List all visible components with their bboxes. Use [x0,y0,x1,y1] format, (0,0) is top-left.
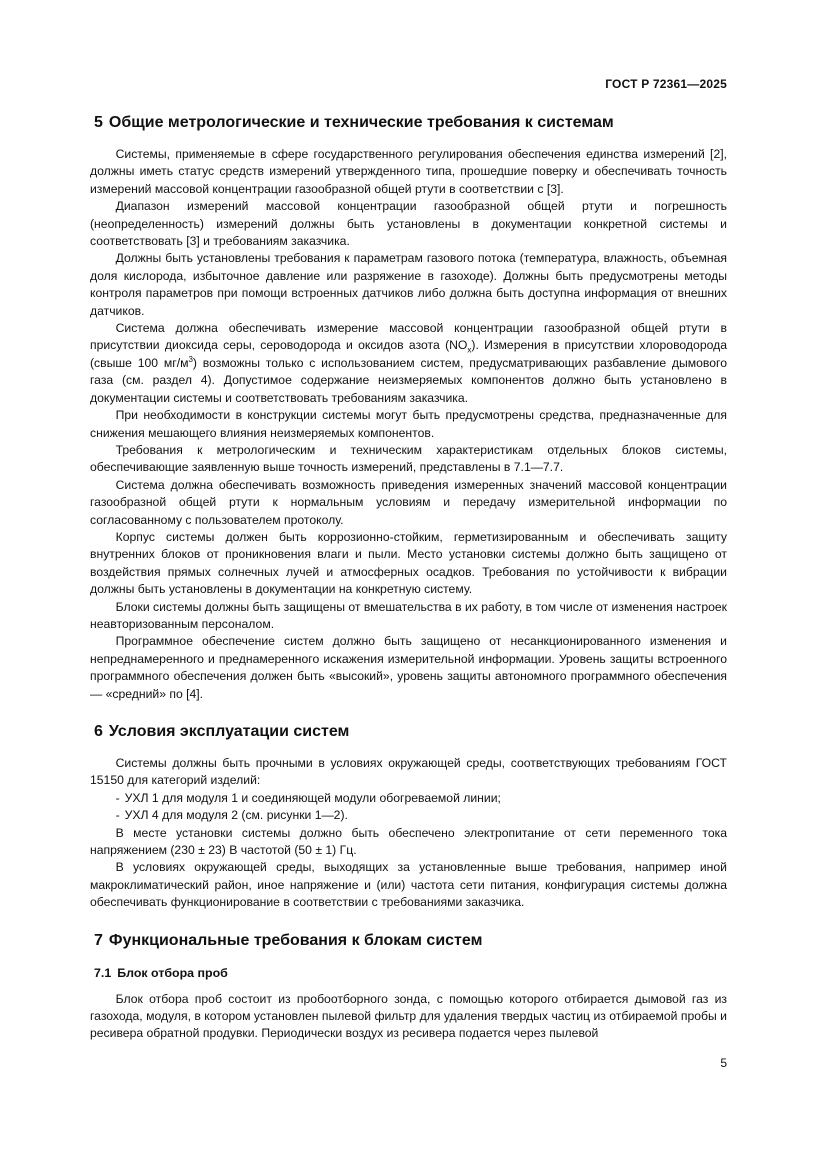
subsection-7-1-title: Блок отбора проб [117,965,228,980]
section-5-number: 5 [94,114,103,131]
section-6-title: Условия эксплуатации систем [108,723,350,740]
page-content [90,112,727,1043]
section-5-paragraph-6: Требования к метрологическим и техническим характеристикам отдельных блоков системы, обеспечивающие заявленную выше точность измерений, представлены в 7.1—7.7. [90,442,727,475]
list-dash: - [115,790,120,805]
section-5-paragraph-3: Должны быть установлены требования к параметрам газового потока (температура, влажность, объемная доля кислорода, избыточное давление или разряжение в газоходе). Должны быть предусмотрены методы контроля параметров при помощи встроенных датчиков либо должна быть доступна информация от внешних датчиков. [90,251,727,318]
cubic-superscript: 3 [188,354,193,364]
section-7-number: 7 [94,931,103,949]
section-6-paragraph-2: В месте установки системы должно быть обеспечено электропитание от сети переменного тока напряжением (230 ± 23) В частотой (50 ± 1) Гц. [90,825,727,858]
section-5-paragraph-9: Блоки системы должны быть защищены от вмешательства в их работу, в том числе от изменения настроек неавторизованным персоналом. [90,599,727,631]
subsection-7-1-heading [90,964,727,982]
section-6-heading [90,721,727,743]
page-number: 5 [720,1056,727,1070]
section-5-paragraph-7: Система должна обеспечивать возможность приведения измеренных значений массовой концентрации газообразной общей ртути к нормальным условиям и передачу измерительной информации по согласованному с пользователем протоколу. [90,477,727,527]
p4-part-a: Система должна обеспечивать измерение массовой концентрации газообразной общей ртути в присутствии диоксида серы, сероводорода и оксидов азота (NO [90,321,727,353]
p4-part-b: ). Измерения в присутствии хлороводорода (свыше 100 мг/м [90,338,727,370]
section-5-paragraph-10: Программное обеспечение систем должно быть защищено от несанкционированного изменения и непреднамеренного и преднамеренного искажения измерительной информации. Уровень защиты встроенного программного обеспечения должен быть «высокий», уровень защиты автономного программного обеспечения — «средний» по [4]. [90,634,727,701]
subsection-7-1-number: 7.1 [94,965,112,980]
category-list [90,790,727,825]
section-6-number: 6 [94,723,103,740]
section-5-paragraph-1: Системы, применяемые в сфере государственного регулирования обеспечения единства измерений [2], должны иметь статус средств измерений утвержденного типа, прошедшие поверку и обеспечивать точность измерений массовой концентрации газообразной общей ртути в соответствии с [3]. [90,147,727,196]
section-7-heading [90,930,727,952]
list-item-text: УХЛ 4 для модуля 2 (см. рисунки 1—2). [124,808,348,823]
section-5-paragraph-2: Диапазон измерений массовой концентрации газообразной общей ртути и погрешность (неопределенность) измерений должны быть установлены в документации конкретной системы и соответствовать [3] и требованиям заказчика. [90,199,727,249]
section-5-title: Общие метрологические и технические требования к системам [108,114,614,131]
section-5-paragraph-4 [90,320,727,407]
document-code: ГОСТ Р 72361—2025 [605,77,727,91]
section-6-paragraph-3: В условиях окружающей среды, выходящих за установленные выше требования, например иной макроклиматический район, иное напряжение и (или) частота сети питания, конфигурация системы должна обеспечивать функционирование в соответствии с требованиями заказчика. [90,860,727,910]
section-6-paragraph-1: Системы должны быть прочными в условиях окружающей среды, соответствующих требованиям ГОСТ 15150 для категорий изделий: [90,756,727,788]
section-7-paragraph-1: Блок отбора проб состоит из пробоотборного зонда, с помощью которого отбирается дымовой газ из газохода, модуля, в котором установлен пылевой фильтр для удаления твердых частиц из отбираемой пробы и ресивера обратной продувки. Периодически воздух из ресивера подается через пылевой [90,991,727,1041]
list-dash: - [115,808,120,823]
nox-subscript: x [467,345,472,355]
list-item-text: УХЛ 1 для модуля 1 и соединяющей модули обогреваемой линии; [124,790,501,805]
section-7-title: Функциональные требования к блокам систем [108,931,483,949]
section-5-heading [90,112,727,134]
section-5-paragraph-8: Корпус системы должен быть коррозионно-стойким, герметизированным и обеспечивать защиту внутренних блоков от проникновения влаги и пыли. Место установки системы должно быть защищено от воздействия прямых солнечных лучей и атмосферных осадков. Требования по устойчивости к вибрации должны быть установлены в документации на конкретную систему. [90,529,727,597]
list-item [90,807,727,824]
p4-part-c: ) возможны только с использованием систем, предусматривающих разбавление дымового газа (см. раздел 4). Допустимое содержание неизмеряемых компонентов должно быть установлено в документации системы и соответствовать требованиям заказчика. [90,355,727,405]
list-item [90,790,727,807]
section-5-paragraph-5: При необходимости в конструкции системы могут быть предусмотрены средства, предназначенные для снижения мешающего влияния неизмеряемых компонентов. [90,408,727,440]
